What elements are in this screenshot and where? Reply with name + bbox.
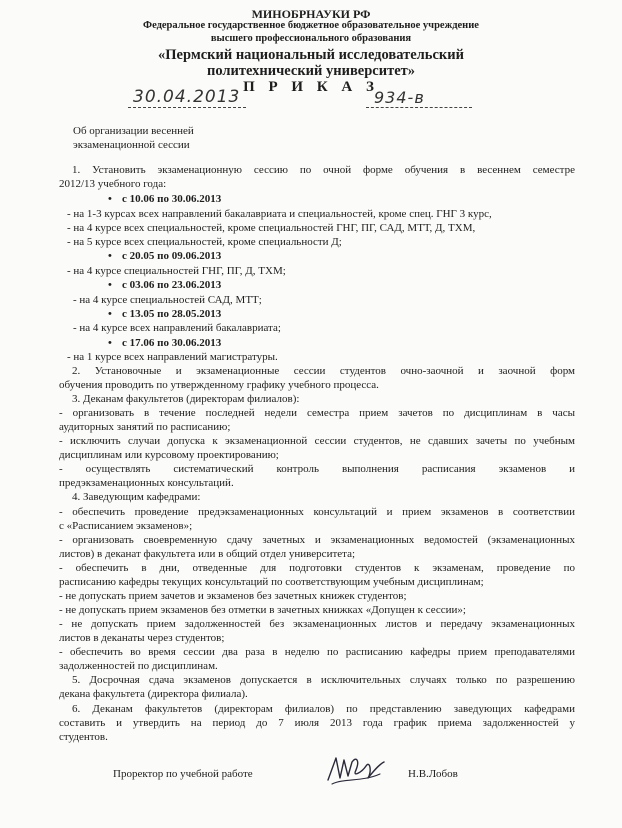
handwritten-signature — [322, 748, 394, 792]
course-line: - на 1 курсе всех направлений магистратуры. — [67, 351, 278, 363]
clause-3-heading: 3. Деканам факультетов (директорам филиалов): — [72, 393, 300, 405]
handwritten-order-number: 934-в — [374, 88, 425, 107]
course-line: - на 4 курсе специальностей САД, МТТ; — [73, 294, 262, 306]
period-dates: с 03.06 по 23.06.2013 — [122, 279, 222, 291]
clause-4-line: - не допускать прием экзаменов без отметки в зачетных книжках «Допущен к сессии»; — [59, 604, 466, 616]
clause-3-line: аудиторных занятий по расписанию; — [59, 421, 231, 433]
clause-3-line: предэкзаменационных консультаций. — [59, 477, 234, 489]
period-item: • с 03.06 по 23.06.2013 — [108, 279, 222, 291]
course-line: - на 4 курсе всех специальностей, кроме специальностей ГНГ, ПГ, САД, МТТ, Д, ТХМ, — [67, 222, 476, 234]
institution-type-line-2: высшего профессионального образования — [210, 33, 412, 44]
clause-1-line-2: 2012/13 учебного года: — [59, 178, 167, 190]
clause-2-line-2: обучения проводить по утвержденному графику учебного процесса. — [59, 379, 379, 391]
clause-4-line: листов) в деканат факультета или в общий отдел университета; — [59, 548, 356, 560]
handwritten-date: 30.04.2013 — [133, 87, 241, 107]
signatory-name: Н.В.Лобов — [408, 768, 458, 780]
clause-3-line: - исключить случаи допуска к экзаменационной сессии студентов, не сдавших зачеты по учебным — [59, 435, 575, 447]
clause-4-line: расписанию кафедры текущих консультаций по соответствующим учебным дисциплинам; — [59, 576, 484, 588]
clause-4-heading: 4. Заведующим кафедрами: — [72, 491, 201, 503]
course-line: - на 1-3 курсах всех направлений бакалавриата и специальностей, кроме спец. ГНГ 3 курс, — [67, 208, 492, 220]
course-line: - на 4 курсе специальностей ГНГ, ПГ, Д, ТХМ; — [67, 265, 286, 277]
period-item: • с 20.05 по 09.06.2013 — [108, 250, 222, 262]
clause-6-line-3: студентов. — [59, 731, 108, 743]
clause-4-line: - организовать своевременную сдачу зачетных и экзаменационных ведомостей (экзаменационных — [59, 534, 575, 546]
signatory-position: Проректор по учебной работе — [113, 768, 253, 780]
clause-3-line: дисциплинам или курсовому проектированию; — [59, 449, 279, 461]
period-item: • с 13.05 по 28.05.2013 — [108, 308, 222, 320]
clause-5-line-1: 5. Досрочная сдача экзаменов допускается в исключительных случаях только по разрешению — [72, 674, 575, 686]
course-line: - на 4 курсе всех направлений бакалавриата; — [73, 322, 281, 334]
clause-4-line: - обеспечить в дни, отведенные для подготовки студентов к экзаменам, проведение по — [59, 562, 575, 574]
subject-line-2: экзаменационной сессии — [73, 139, 190, 151]
clause-4-line: - обеспечить во время сессии два раза в неделю по расписанию кафедры прием преподавателями — [59, 646, 575, 658]
date-underline — [128, 107, 246, 108]
period-dates: с 13.05 по 28.05.2013 — [122, 308, 222, 320]
course-line: - на 5 курсе всех специальностей, кроме специальности Д; — [67, 236, 342, 248]
period-item: • с 17.06 по 30.06.2013 — [108, 337, 222, 349]
clause-3-line: - осуществлять систематический контроль выполнения расписания экзаменов и — [59, 463, 575, 475]
clause-1-line-1: 1. Установить экзаменационную сессию по очной форме обучения в весеннем семестре — [72, 164, 575, 176]
clause-4-line: листов в деканаты через студентов; — [59, 632, 225, 644]
period-item: • с 10.06 по 30.06.2013 — [108, 193, 222, 205]
institution-type-line-1: Федеральное государственное бюджетное образовательное учреждение — [143, 20, 479, 31]
university-name-line-1: «Пермский национальный исследовательский — [158, 47, 464, 63]
order-subject — [73, 124, 243, 152]
clause-4-line: задолженностей по дисциплинам. — [59, 660, 218, 672]
document-type-title: П Р И К А З — [243, 79, 379, 95]
subject-line-1: Об организации весенней — [73, 125, 194, 137]
university-name-line-2: политехнический университет» — [206, 63, 416, 79]
clause-3-line: - организовать в течение последней недели семестра прием зачетов по дисциплинам в часы — [59, 407, 575, 419]
period-dates: с 17.06 по 30.06.2013 — [122, 337, 222, 349]
clause-5-line-2: декана факультета (директора филиала). — [59, 688, 248, 700]
clause-2-line-1: 2. Установочные и экзаменационные сессии студентов очно-заочной и заочной форм — [72, 365, 575, 377]
clause-4-line: с «Расписанием экзаменов»; — [59, 520, 193, 532]
period-dates: с 10.06 по 30.06.2013 — [122, 193, 222, 205]
clause-6-line-1: 6. Деканам факультетов (директорам филиалов) по представлению заведующих кафедрами — [72, 703, 575, 715]
ministry-header: МИНОБРНАУКИ РФ — [251, 7, 371, 21]
clause-4-line: - обеспечить проведение предэкзаменационных консультаций и прием экзаменов в соответствии — [59, 506, 575, 518]
number-underline — [366, 107, 472, 108]
clause-6-line-2: составить и утвердить на период до 7 июля 2013 года график приема задолженностей у — [59, 717, 575, 729]
period-dates: с 20.05 по 09.06.2013 — [122, 250, 222, 262]
clause-4-line: - не допускать прием зачетов и экзаменов без зачетных книжек студентов; — [59, 590, 407, 602]
clause-4-line: - не допускать прием задолженностей без экзаменационных листов и передачу экзаменационных — [59, 618, 575, 630]
